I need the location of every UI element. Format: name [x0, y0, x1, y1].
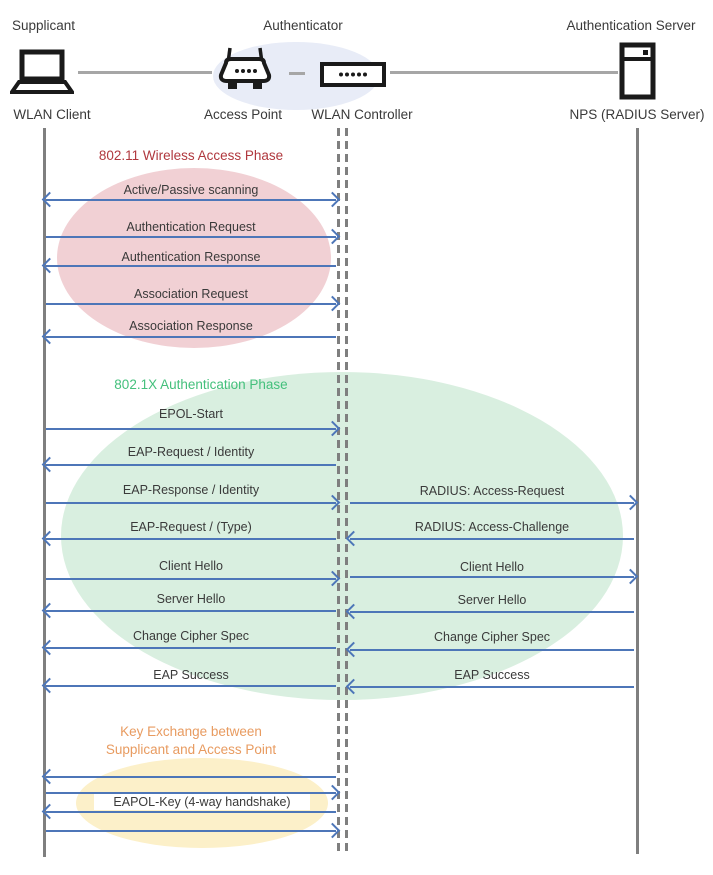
phase2-title: 802.1X Authentication Phase	[114, 377, 288, 392]
arrow-client-hello-left	[46, 578, 336, 580]
arrow-change-cipher-spec-right	[350, 649, 634, 651]
message-label-eap-response-identity: EAP-Response / Identity	[122, 483, 260, 497]
message-label-eapol-key-handshake: EAPOL-Key (4-way handshake)	[94, 794, 310, 810]
message-label-eap-request-identity: EAP-Request / Identity	[127, 445, 255, 459]
message-label-change-cipher-spec-right: Change Cipher Spec	[433, 630, 551, 644]
message-label-authentication-request: Authentication Request	[126, 220, 256, 234]
message-label-eap-success-left: EAP Success	[153, 668, 229, 682]
supplicant-role-label: Supplicant	[12, 18, 76, 33]
message-label-association-response: Association Response	[129, 319, 253, 333]
authentication-server-role-label: Authentication Server	[566, 18, 696, 33]
message-label-radius-access-request: RADIUS: Access-Request	[419, 484, 565, 498]
arrow-client-hello-right	[350, 576, 634, 578]
arrow-server-hello-left	[46, 610, 336, 612]
message-label-client-hello-left: Client Hello	[159, 559, 223, 573]
message-label-radius-access-challenge: RADIUS: Access-Challenge	[414, 520, 570, 534]
arrow-authentication-response	[46, 265, 336, 267]
arrow-eapol-key-4	[46, 830, 336, 832]
message-label-active-passive-scanning: Active/Passive scanning	[123, 183, 259, 197]
message-label-association-request: Association Request	[134, 287, 248, 301]
message-label-change-cipher-spec-left: Change Cipher Spec	[132, 629, 250, 643]
arrow-eap-success-right	[350, 686, 634, 688]
access-point-icon	[214, 46, 276, 94]
arrow-eapol-key-3	[46, 811, 336, 813]
phase3-title-line2: Supplicant and Access Point	[105, 742, 277, 757]
wlan-controller-label: WLAN Controller	[311, 107, 413, 122]
connector-controller-to-server	[390, 71, 618, 74]
arrow-radius-access-request	[350, 502, 634, 504]
arrow-eap-response-identity	[46, 502, 336, 504]
arrow-server-hello-right	[350, 611, 634, 613]
arrow-epol-start	[46, 428, 336, 430]
message-label-client-hello-right: Client Hello	[460, 560, 524, 574]
nps-radius-server-label: NPS (RADIUS Server)	[569, 107, 705, 122]
server-icon	[619, 42, 656, 100]
arrow-eap-request-type	[46, 538, 336, 540]
connector-client-to-ap	[78, 71, 212, 74]
laptop-icon	[10, 49, 74, 95]
arrow-eap-success-left	[46, 685, 336, 687]
message-label-epol-start: EPOL-Start	[159, 407, 223, 421]
connector-ap-to-controller	[289, 72, 305, 75]
arrow-association-response	[46, 336, 336, 338]
message-label-eap-success-right: EAP Success	[454, 668, 530, 682]
phase1-title: 802.11 Wireless Access Phase	[98, 148, 284, 163]
message-label-server-hello-right: Server Hello	[457, 593, 527, 607]
wlan-controller-lifeline-dash-2	[345, 128, 348, 854]
arrow-change-cipher-spec-left	[46, 647, 336, 649]
wlan-controller-icon	[320, 62, 386, 87]
arrow-eapol-key-1	[46, 776, 336, 778]
phase3-title-line1: Key Exchange between	[120, 724, 262, 739]
arrow-radius-access-challenge	[350, 538, 634, 540]
wlan-client-label: WLAN Client	[13, 107, 91, 122]
message-label-server-hello-left: Server Hello	[156, 592, 226, 606]
arrow-eap-request-identity	[46, 464, 336, 466]
message-label-eap-request-type: EAP-Request / (Type)	[130, 520, 252, 534]
arrow-authentication-request	[46, 236, 336, 238]
arrow-association-request	[46, 303, 336, 305]
nps-server-lifeline	[636, 128, 639, 854]
arrow-active-passive-scanning	[46, 199, 336, 201]
authenticator-role-label: Authenticator	[263, 18, 343, 33]
message-label-authentication-response: Authentication Response	[121, 250, 261, 264]
access-point-label: Access Point	[203, 107, 283, 122]
